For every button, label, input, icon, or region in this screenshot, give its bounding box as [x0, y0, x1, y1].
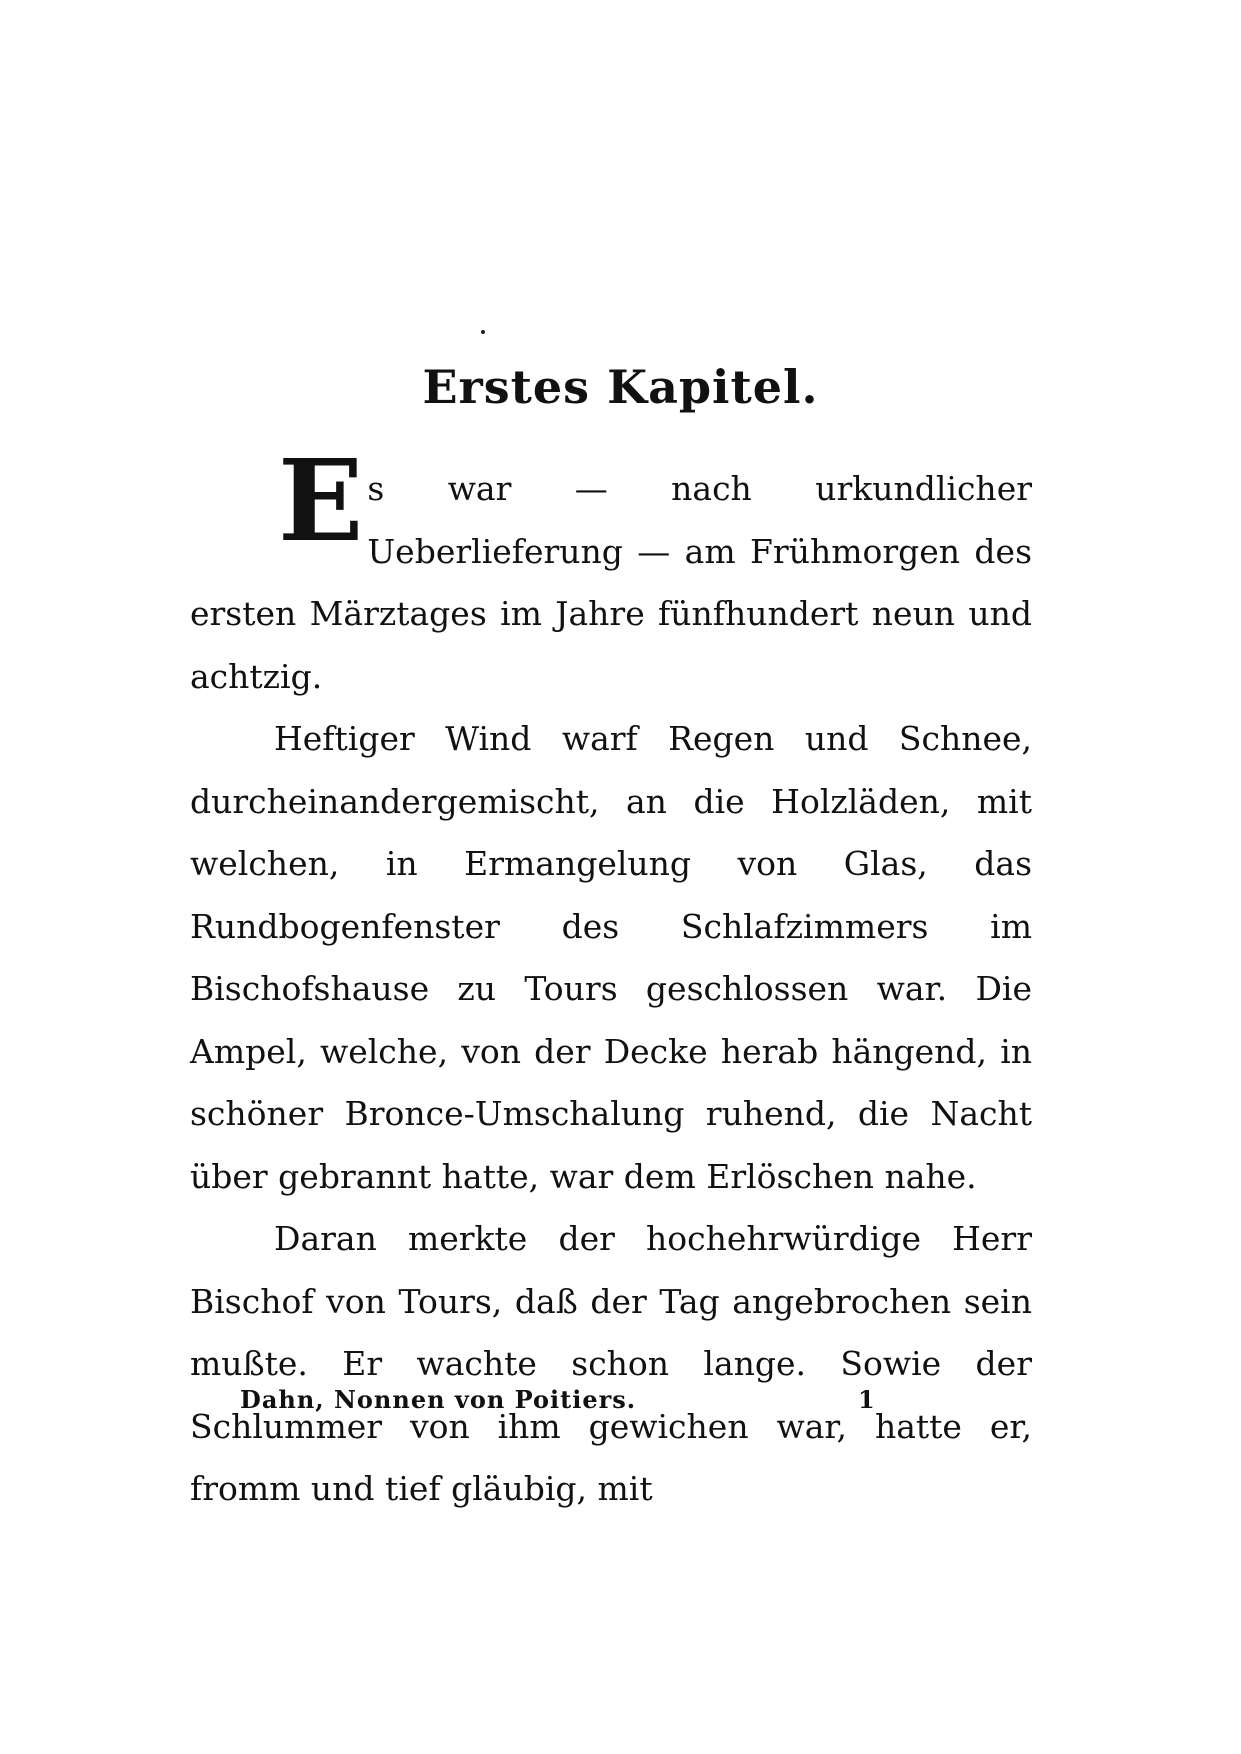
drop-cap: E	[278, 436, 364, 567]
chapter-title: Erstes Kapitel.	[422, 360, 819, 414]
page-footer	[0, 1385, 1241, 1425]
paragraph-1-text: s war — nach urkundlicher Ueberlieferung — am Frühmorgen des ersten Märztages im Jahre fünfhundert neun und achtzig.	[190, 469, 1032, 696]
footer-signature: Dahn, Nonnen von Poitiers.	[240, 1385, 637, 1414]
body-text	[190, 436, 1032, 1521]
paragraph-3: Daran merkte der hochehrwürdige Herr Bischof von Tours, daß der Tag angebrochen sein mußte. Er wachte schon lange. Sowie der Schlummer von ihm gewichen war, hatte er, fromm und tief gläubig, mit	[190, 1219, 1032, 1508]
paragraph-1	[190, 436, 1032, 708]
ink-speck	[481, 330, 485, 334]
paragraph-2: Heftiger Wind warf Regen und Schnee, durcheinandergemischt, an die Holzläden, mit welchen, in Ermangelung von Glas, das Rundbogenfenster des Schlafzimmers im Bischofshause zu Tours geschlossen war. Die Ampel, welche, von der Decke herab hängend, in schöner Bronce-Umschalung ruhend, die Nacht über gebrannt hatte, war dem Erlöschen nahe.	[190, 719, 1032, 1196]
page-number: 1	[858, 1385, 875, 1414]
